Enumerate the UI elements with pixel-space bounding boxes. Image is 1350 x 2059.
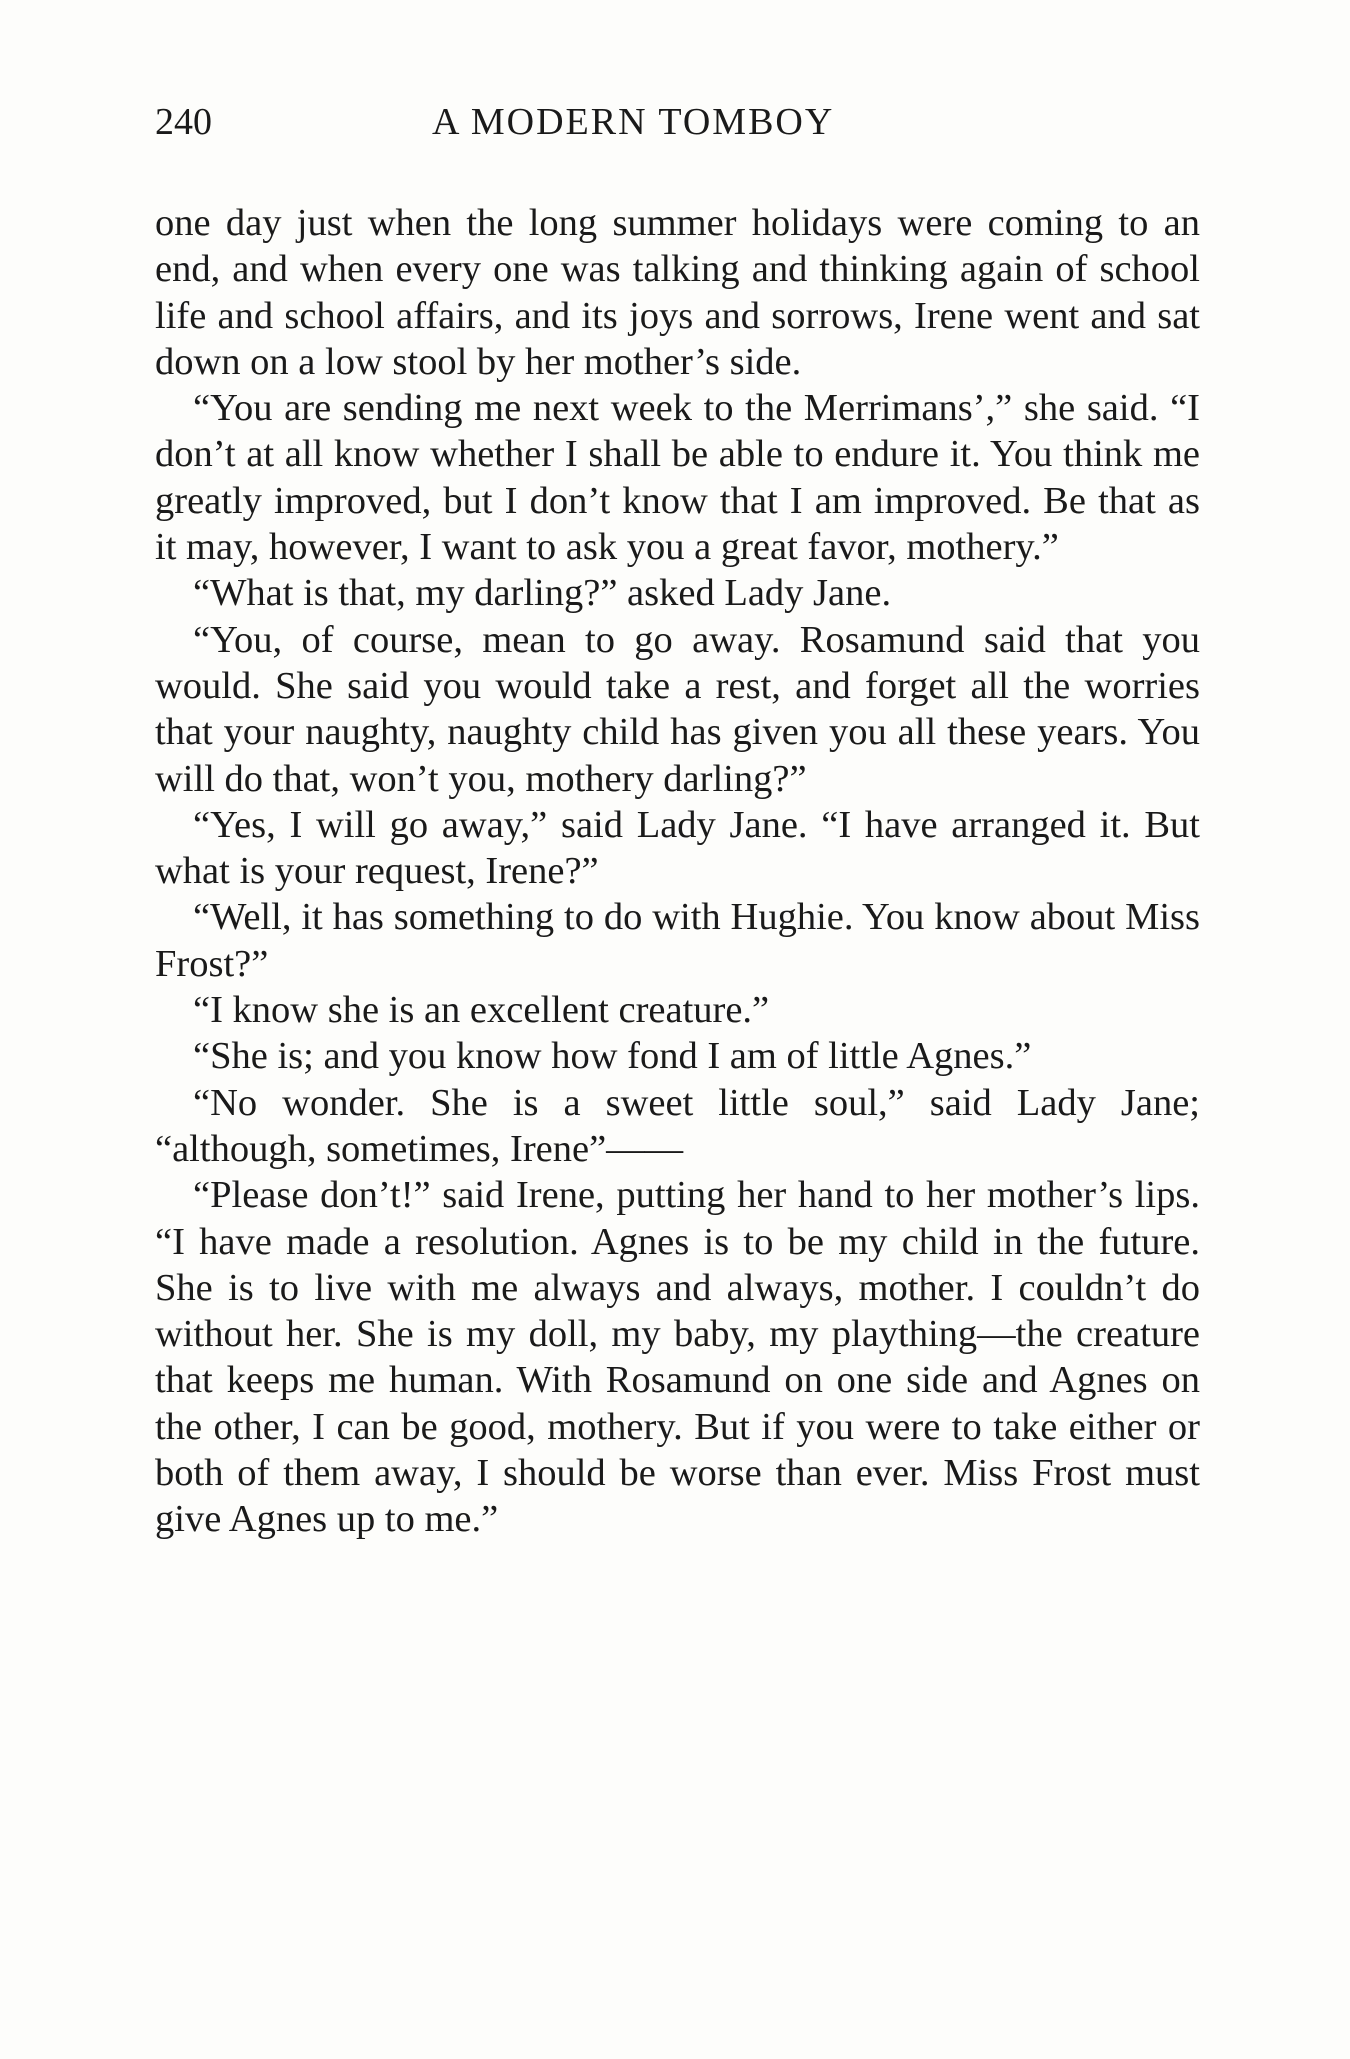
paragraph: “No wonder. She is a sweet little soul,” said Lady Jane; “although, sometimes, Irene”—— bbox=[155, 1081, 1200, 1170]
paragraph: “She is; and you know how fond I am of little Agnes.” bbox=[193, 1035, 1032, 1078]
running-title: A MODERN TOMBOY bbox=[432, 101, 835, 143]
paragraph: one day just when the long summer holidays were coming to an end, and when every one was talking and thinking again of school life and school affairs, and its joys and sorrows, Irene went and sat down on a low stool by her mother’s side. bbox=[155, 202, 1200, 383]
body-text bbox=[155, 200, 1200, 1543]
paragraph: “You, of course, mean to go away. Rosamund said that you would. She said you would take a rest, and forget all the worries that your naughty, naughty child has given you all these years. You will do that, won’t you, mothery darling?” bbox=[155, 618, 1200, 800]
paragraph: “You are sending me next week to the Merrimans’,” she said. “I don’t at all know whether I shall be able to endure it. You think me greatly improved, but I don’t know that I am improved. Be that as it may, however, I want to ask you a great favor, mothery.” bbox=[155, 387, 1200, 569]
paragraph: “What is that, my darling?” asked Lady Jane. bbox=[193, 572, 892, 615]
page-number: 240 bbox=[155, 101, 212, 143]
paragraph: “Yes, I will go away,” said Lady Jane. “I have arranged it. But what is your request, Irene?” bbox=[155, 803, 1200, 893]
paragraph: “Please don’t!” said Irene, putting her hand to her mother’s lips. “I have made a resolution. Agnes is to be my child in the future. She is to live with me always and always, mother. I couldn’t do without her. She is my doll, my baby, my plaything—the creature that keeps me human. With Rosamund on one side and Agnes on the other, I can be good, mothery. But if you were to take either or both of them away, I should be worse than ever. Miss Frost must give Agnes up to me.” bbox=[155, 1174, 1200, 1541]
running-head bbox=[155, 100, 1200, 150]
paragraph: “I know she is an excellent creature.” bbox=[193, 989, 770, 1032]
paragraph: “Well, it has something to do with Hughie. You know about Miss Frost?” bbox=[155, 896, 1200, 985]
